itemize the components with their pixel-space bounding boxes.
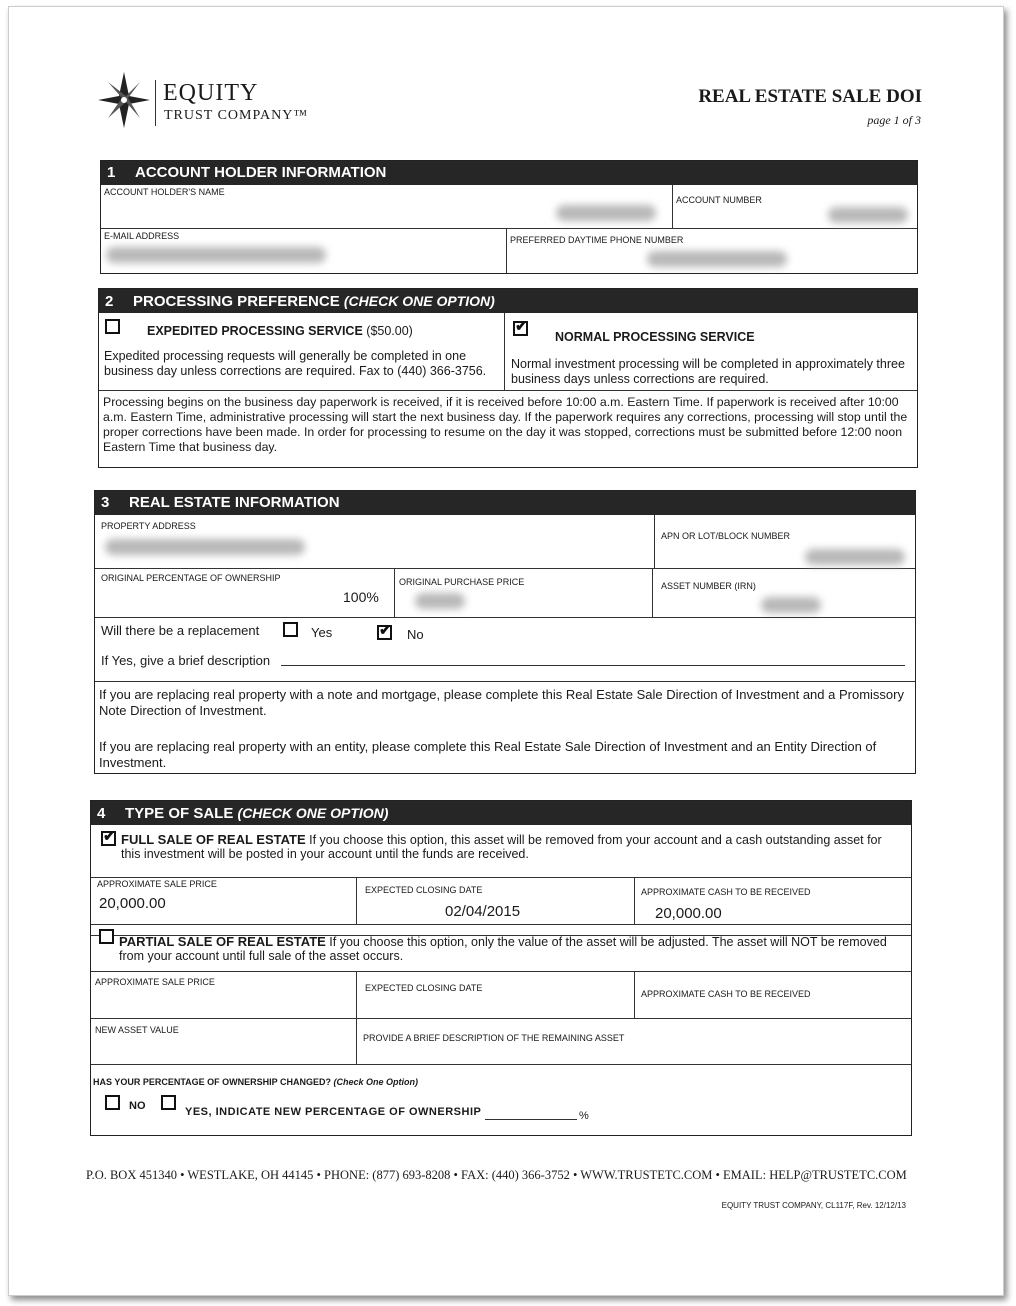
processing-note: Processing begins on the business day paperwork is received, if it is received before 10:00 a.m. Eastern Time. If paperwork is received after 10:00 a.m. Eastern Time, administrative processing will start the next business day. If the paperwork requires any corrections, processing will stop until the proper corrections have been made. In order for processing to resume on the day it was stopped, corrections must be submitted before 12:00 noon Eastern Time that business day. [103,395,908,454]
normal-title: NORMAL PROCESSING SERVICE [555,330,755,344]
replacement-no-label: No [407,627,424,642]
footer-contact: P.O. BOX 451340 • WESTLAKE, OH 44145 • PHONE: (877) 693-8208 • FAX: (440) 366-3752 • WWW.TRUSTETC.COM • EMAIL: HELP@TRUSTETC.COM [86,1168,907,1182]
note-entity: If you are replacing real property with an entity, please complete this Real Estate Sale Direction of Investment and an Entity Direction of Investment. [99,739,877,770]
expedited-price: ($50.00) [366,324,413,338]
partial-sale-price-field[interactable]: APPROXIMATE SALE PRICE [91,971,357,1019]
section-header: 4 TYPE OF SALE (CHECK ONE OPTION) [91,801,911,825]
logo-line2: TRUST COMPANY™ [164,108,309,123]
ownership-changed-yes-checkbox[interactable] [161,1095,176,1110]
normal-text: Normal investment processing will be completed in approximately three business days unless corrections are required. [511,357,905,386]
compass-star-logo-icon [96,70,152,130]
percent-sign: % [579,1110,589,1122]
ownership-changed-yes-label: YES, INDICATE NEW PERCENTAGE OF OWNERSHIP [185,1106,482,1118]
expedited-checkbox[interactable] [105,319,120,334]
email-field[interactable]: E-MAIL ADDRESS [101,229,507,273]
section-header: 1 ACCOUNT HOLDER INFORMATION [101,161,917,185]
replacement-question: Will there be a replacement [101,623,260,638]
redacted-asset-number [761,597,821,613]
redacted-apn [805,549,905,565]
phone-field[interactable]: PREFERRED DAYTIME PHONE NUMBER [507,229,917,273]
description-field[interactable] [281,665,905,666]
account-holder-name-field[interactable]: ACCOUNT HOLDER'S NAME [101,185,673,229]
footer-form-id: EQUITY TRUST COMPANY, CL117F, Rev. 12/12/13 [721,1201,906,1210]
divider [95,617,915,618]
apn-field[interactable]: APN OR LOT/BLOCK NUMBER [655,515,915,569]
full-sale-price-value: 20,000.00 [99,895,166,912]
full-cash-value: 20,000.00 [655,905,722,922]
account-number-field[interactable]: ACCOUNT NUMBER [673,185,917,229]
section-processing-preference [98,288,918,468]
replacement-yes-checkbox[interactable] [283,622,298,637]
remaining-asset-description-field[interactable]: PROVIDE A BRIEF DESCRIPTION OF THE REMAINING ASSET [357,1019,911,1065]
normal-option [505,313,917,391]
full-closing-date-field[interactable]: EXPECTED CLOSING DATE 02/04/2015 [357,877,635,925]
section-account-holder [100,160,918,274]
redacted-name [556,205,656,221]
normal-checkbox[interactable] [513,321,528,336]
replacement-yes-label: Yes [311,625,333,640]
expedited-title: EXPEDITED PROCESSING SERVICE ($50.00) [147,324,413,338]
partial-sale-option [119,935,905,963]
partial-sale-text: If you choose this option, only the value of the asset will be adjusted. The asset will NOT be removed from your account until full sale of the asset occurs. [119,935,887,963]
expedited-option [99,313,505,391]
section-real-estate-info [94,490,916,774]
redacted-account-number [828,207,908,223]
full-sale-title: FULL SALE OF REAL ESTATE [121,832,306,847]
new-percentage-field[interactable] [485,1119,577,1120]
redacted-email [106,247,326,263]
page-number: page 1 of 3 [867,113,921,127]
ownership-changed-question: HAS YOUR PERCENTAGE OF OWNERSHIP CHANGED? (Check One Option) [93,1077,419,1087]
partial-sale-checkbox[interactable] [99,929,114,944]
full-sale-price-field[interactable]: APPROXIMATE SALE PRICE 20,000.00 [91,877,357,925]
purchase-price-field[interactable]: ORIGINAL PURCHASE PRICE [395,569,653,617]
ownership-percentage-field[interactable]: ORIGINAL PERCENTAGE OF OWNERSHIP 100% [95,569,395,617]
full-cash-field[interactable]: APPROXIMATE CASH TO BE RECEIVED 20,000.00 [635,877,911,925]
divider [95,681,915,682]
partial-closing-date-field[interactable]: EXPECTED CLOSING DATE [357,971,635,1019]
ownership-changed-no-checkbox[interactable] [105,1095,120,1110]
property-address-field[interactable]: PROPERTY ADDRESS [95,515,655,569]
full-sale-text: If you choose this option, this asset will be removed from your account and a cash outstanding asset for this investment will be posted in your account until the funds are received. [121,833,882,861]
logo-divider [155,80,156,126]
redacted-phone [647,251,787,267]
full-sale-option [121,833,901,861]
partial-sale-title: PARTIAL SALE OF REAL ESTATE [119,934,326,949]
redacted-purchase-price [415,593,465,609]
description-question: If Yes, give a brief description [101,653,271,668]
ownership-changed-no-label: NO [129,1100,146,1112]
replacement-no-checkbox[interactable] [377,625,392,640]
new-asset-value-field[interactable]: NEW ASSET VALUE [91,1019,357,1065]
expedited-text: Expedited processing requests will generally be completed in one business day unless corrections are required. Fax to (440) 366-3756. [104,349,487,378]
note-promissory: If you are replacing real property with a note and mortgage, please complete this Real Estate Sale Direction of Investment and a Promissory Note Direction of Investment. [99,687,904,718]
section-header: 2 PROCESSING PREFERENCE (CHECK ONE OPTION) [99,289,917,313]
full-closing-date-value: 02/04/2015 [445,903,521,920]
redacted-address [105,539,305,555]
full-sale-checkbox[interactable] [101,831,116,846]
document-title: REAL ESTATE SALE DOI [698,86,922,107]
logo-line1: EQUITY [163,80,259,106]
asset-number-field[interactable]: ASSET NUMBER (IRN) [653,569,915,617]
partial-cash-field[interactable]: APPROXIMATE CASH TO BE RECEIVED [635,971,911,1019]
ownership-value: 100% [343,589,379,605]
section-type-of-sale [90,800,912,1136]
section-header: 3 REAL ESTATE INFORMATION [95,491,915,515]
